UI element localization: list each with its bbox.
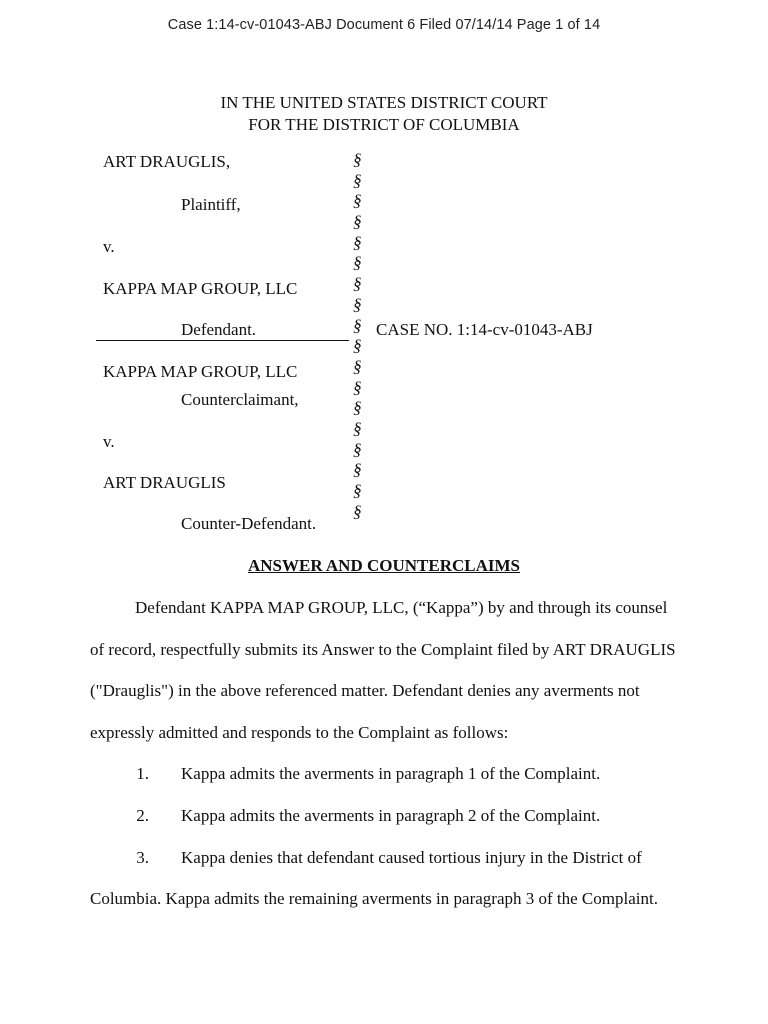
section-mark: § [353, 336, 362, 356]
intro-line-1: Defendant KAPPA MAP GROUP, LLC, (“Kappa”) by and through its counsel [135, 598, 668, 617]
paragraph-number: 1. [136, 764, 149, 783]
defendant-role: Defendant. [181, 320, 257, 339]
document-title: ANSWER AND COUNTERCLAIMS [247, 556, 521, 575]
court-name-line-2: FOR THE DISTRICT OF COLUMBIA [248, 115, 520, 134]
versus-1: v. [103, 237, 115, 256]
paragraph-text: Kappa admits the averments in paragraph 1 of the Complaint. [181, 764, 601, 783]
filing-header: Case 1:14-cv-01043-ABJ Document 6 Filed 07/14/14 Page 1 of 14 [167, 17, 601, 33]
section-mark: § [353, 398, 362, 418]
section-mark: § [353, 356, 362, 376]
paragraph-text: Kappa admits the averments in paragraph 2 of the Complaint. [181, 806, 601, 825]
section-mark: § [353, 481, 362, 500]
section-mark: § [353, 232, 362, 252]
plaintiff-role: Plaintiff, [181, 195, 241, 214]
section-mark-column [353, 150, 367, 522]
section-mark: § [353, 170, 362, 190]
counterclaimant-name: KAPPA MAP GROUP, LLC [103, 362, 298, 381]
intro-line-3: ("Drauglis") in the above referenced matter. Defendant denies any averments not [90, 681, 640, 700]
paragraph-3-continuation: Columbia. Kappa admits the remaining averments in paragraph 3 of the Complaint. [90, 889, 658, 908]
section-mark: § [353, 294, 362, 314]
section-mark: § [353, 315, 362, 335]
caption-divider [96, 340, 349, 341]
section-mark: § [353, 253, 362, 273]
paragraph-text: Kappa denies that defendant caused tortious injury in the District of [181, 848, 642, 867]
court-name-line-1: IN THE UNITED STATES DISTRICT COURT [220, 93, 548, 112]
counter-defendant-role: Counter-Defendant. [181, 514, 317, 533]
paragraph-number: 3. [136, 848, 149, 867]
intro-line-4: expressly admitted and responds to the Complaint as follows: [90, 723, 509, 742]
paragraph-number: 2. [136, 806, 149, 825]
plaintiff-name: ART DRAUGLIS, [103, 152, 231, 171]
defendant-name: KAPPA MAP GROUP, LLC [103, 279, 298, 298]
counterclaimant-role: Counterclaimant, [181, 390, 299, 409]
section-mark: § [353, 191, 362, 211]
case-number: CASE NO. 1:14-cv-01043-ABJ [376, 320, 593, 339]
versus-2: v. [103, 432, 115, 451]
section-mark: § [353, 460, 362, 480]
section-mark: § [353, 150, 362, 169]
section-mark: § [353, 501, 362, 521]
counter-defendant-name: ART DRAUGLIS [103, 473, 226, 492]
intro-line-2: of record, respectfully submits its Answer to the Complaint filed by ART DRAUGLIS [90, 640, 676, 659]
section-mark: § [353, 274, 362, 294]
section-mark: § [353, 418, 362, 438]
section-mark: § [353, 439, 362, 459]
section-mark: § [353, 212, 362, 232]
section-mark: § [353, 377, 362, 397]
